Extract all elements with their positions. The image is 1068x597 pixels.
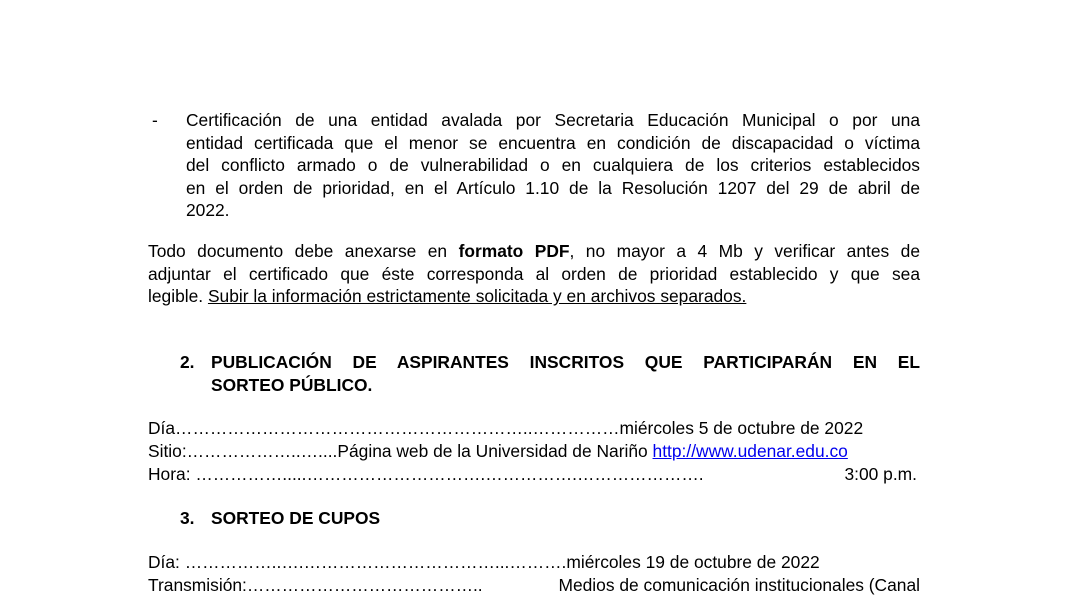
- paragraph-text: , no mayor a 4 Mb y verificar antes de: [569, 241, 920, 261]
- site-label: Sitio:………………..…....Página web de la Universidad de Nariño: [148, 441, 653, 461]
- time-value: 3:00 p.m.: [844, 464, 917, 484]
- section-2-time-row: [148, 463, 920, 486]
- section-title: SORTEO DE CUPOS: [211, 508, 381, 528]
- section-title: [211, 351, 920, 396]
- pdf-requirements-paragraph: [148, 240, 920, 308]
- date-label: Día: ……………..….……………………………...……….: [148, 552, 567, 572]
- bullet-line: Certificación de una entidad avalada por Secretaria Educación Municipal o por una: [186, 110, 920, 130]
- paragraph-line-3: [148, 285, 920, 308]
- underlined-instruction: Subir la información estrictamente solicitada y en archivos separados.: [207, 286, 747, 307]
- section-3-transmission-row: [148, 574, 920, 597]
- university-website-link[interactable]: http://www.udenar.edu.co: [652, 441, 848, 461]
- section-2-site-row: [148, 440, 920, 463]
- bullet-line: del conflicto armado o de vulnerabilidad o en cualquiera de los criterios establecidos: [186, 155, 920, 176]
- paragraph-text: legible.: [148, 286, 208, 307]
- bullet-line: entidad certificada que el menor se encuentra en condición de discapacidad o víctima: [186, 132, 920, 153]
- section-number: 2.: [180, 352, 195, 372]
- section-title-line: SORTEO PÚBLICO.: [211, 374, 373, 395]
- bullet-certification-text: [186, 109, 920, 222]
- transmission-label: Transmisión:…………………………………..: [148, 575, 483, 595]
- paragraph-line-2: adjuntar el certificado que éste corresponda al orden de prioridad establecido y que sea: [148, 263, 920, 284]
- transmission-value: Medios de comunicación institucionales (Canal: [558, 575, 920, 595]
- paragraph-line-1: [148, 240, 920, 263]
- bullet-line: 2022.: [186, 200, 230, 221]
- paragraph-text: Todo documento debe anexarse en: [148, 241, 459, 261]
- bullet-dash: -: [152, 110, 158, 130]
- date-value: miércoles 5 de octubre de 2022: [619, 418, 864, 438]
- time-label: Hora: …………….....………………………….…………….………………….: [148, 464, 704, 484]
- section-number: 3.: [180, 508, 195, 528]
- section-2-date-row: [148, 417, 920, 440]
- date-label: Día……………………………………………………..……………: [148, 418, 620, 438]
- pdf-format-emphasis: formato PDF: [458, 241, 570, 261]
- section-3-date-row: [148, 551, 920, 574]
- section-title-line: PUBLICACIÓN DE ASPIRANTES INSCRITOS QUE PARTICIPARÁN EN EL: [211, 352, 920, 372]
- bullet-line: en el orden de prioridad, en el Artículo 1.10 de la Resolución 1207 del 29 de abril de: [186, 177, 920, 198]
- date-value: miércoles 19 de octubre de 2022: [566, 552, 820, 572]
